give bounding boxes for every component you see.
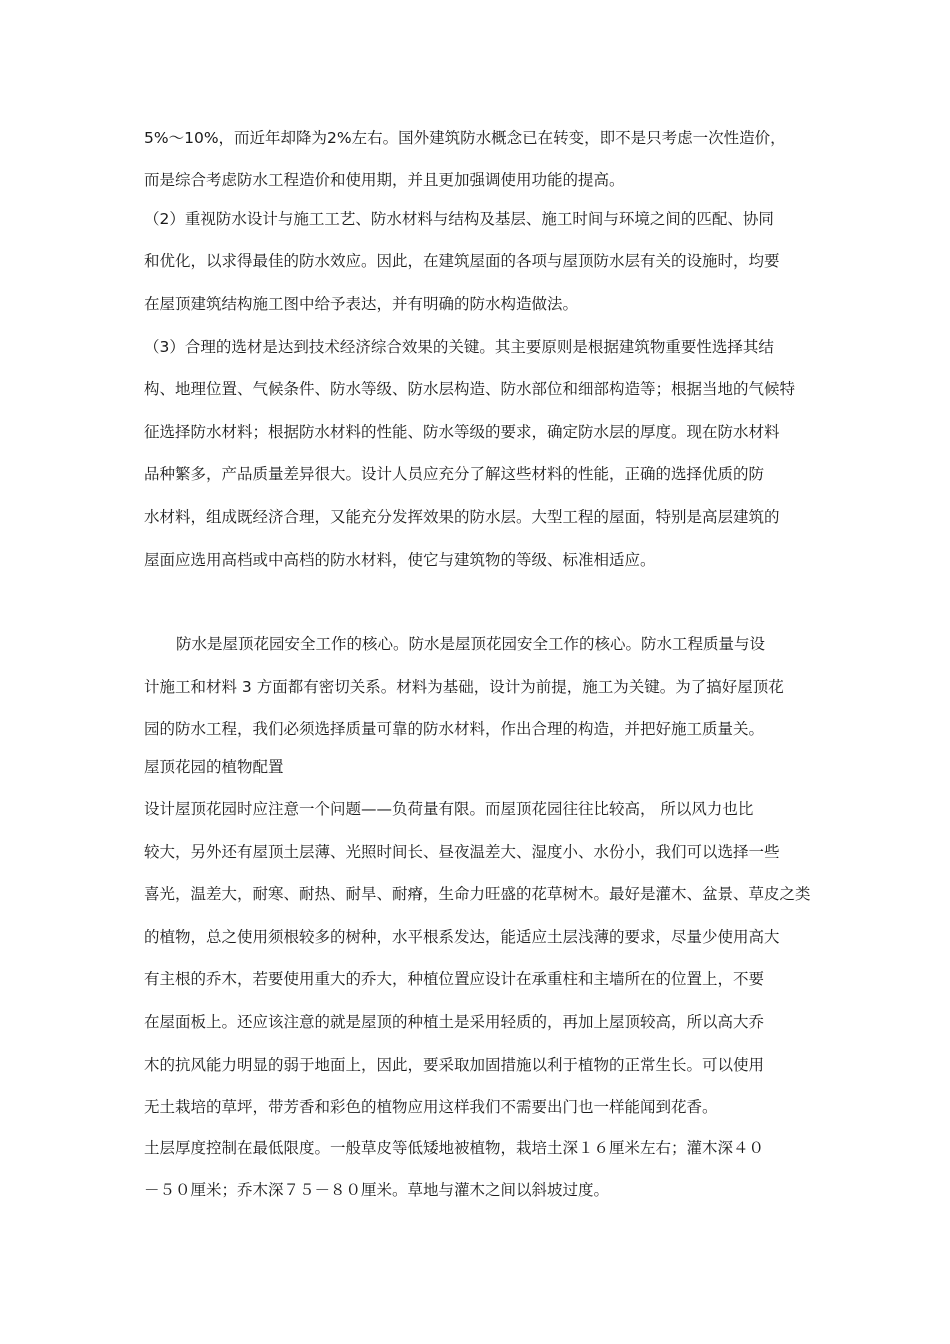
paragraph-line: 木的抗风能力明显的弱于地面上，因此，要采取加固措施以利于植物的正常生长。可以使用 xyxy=(144,1056,765,1074)
list-item-3-line: 征选择防水材料；根据防水材料的性能、防水等级的要求，确定防水层的厚度。现在防水材料 xyxy=(144,423,780,441)
paragraph-line: 有主根的乔木，若要使用重大的乔大，种植位置应设计在承重柱和主墙所在的位置上，不要 xyxy=(144,970,765,988)
list-item-3-line: 水材料，组成既经济合理，又能充分发挥效果的防水层。大型工程的屋面，特别是高层建筑的 xyxy=(144,508,780,526)
paragraph-line: 计施工和材料 3 方面都有密切关系。材料为基础，设计为前提，施工为关键。为了搞好屋顶花 xyxy=(144,678,784,696)
paragraph-line: 设计屋顶花园时应注意一个问题——负荷量有限。而屋顶花园往往比较高， 所以风力也比 xyxy=(144,800,754,818)
paragraph-line: 土层厚度控制在最低限度。一般草皮等低矮地被植物，栽培土深１６厘米左右；灌木深４０ xyxy=(144,1139,765,1157)
list-item-2-line: 在屋顶建筑结构施工图中给予表达，并有明确的防水构造做法。 xyxy=(144,295,579,313)
list-item-3-line: （3）合理的选材是达到技术经济综合效果的关键。其主要原则是根据建筑物重要性选择其结 xyxy=(144,338,774,356)
paragraph-line: 园的防水工程，我们必须选择质量可靠的防水材料，作出合理的构造，并把好施工质量关。 xyxy=(144,720,765,738)
paragraph-line: 的植物，总之使用须根较多的树种，水平根系发达，能适应土层浅薄的要求，尽量少使用高大 xyxy=(144,928,780,946)
list-item-3-line: 屋面应选用高档或中高档的防水材料，使它与建筑物的等级、标准相适应。 xyxy=(144,551,656,569)
list-item-2-line: （2）重视防水设计与施工工艺、防水材料与结构及基层、施工时间与环境之间的匹配、协同 xyxy=(144,210,774,228)
list-item-2-line: 和优化，以求得最佳的防水效应。因此，在建筑屋面的各项与屋顶防水层有关的设施时，均要 xyxy=(144,252,780,270)
paragraph-line: 防水是屋顶花园安全工作的核心。防水是屋顶花园安全工作的核心。防水工程质量与设 xyxy=(176,635,766,653)
section-heading: 屋顶花园的植物配置 xyxy=(144,758,284,776)
list-item-3-line: 构、地理位置、气候条件、防水等级、防水层构造、防水部位和细部构造等；根据当地的气候特 xyxy=(144,380,796,398)
paragraph-line: 喜光，温差大，耐寒、耐热、耐旱、耐瘠，生命力旺盛的花草树木。最好是灌木、盆景、草皮之类 xyxy=(144,885,811,903)
paragraph-line: 在屋面板上。还应该注意的就是屋顶的种植土是采用轻质的，再加上屋顶较高，所以高大乔 xyxy=(144,1013,765,1031)
list-item-3-line: 品种繁多，产品质量差异很大。设计人员应充分了解这些材料的性能，正确的选择优质的防 xyxy=(144,465,765,483)
paragraph-line: －５０厘米；乔木深７５－８０厘米。草地与灌木之间以斜坡过度。 xyxy=(144,1181,610,1199)
paragraph-line: 较大，另外还有屋顶土层薄、光照时间长、昼夜温差大、湿度小、水份小，我们可以选择一些 xyxy=(144,843,780,861)
paragraph-line: 无土栽培的草坪，带芳香和彩色的植物应用这样我们不需要出门也一样能闻到花香。 xyxy=(144,1098,718,1116)
paragraph-line: 而是综合考虑防水工程造价和使用期，并且更加强调使用功能的提高。 xyxy=(144,171,625,189)
paragraph-line: 5%～10%，而近年却降为2%左右。国外建筑防水概念已在转变，即不是只考虑一次性造价， xyxy=(144,129,786,147)
